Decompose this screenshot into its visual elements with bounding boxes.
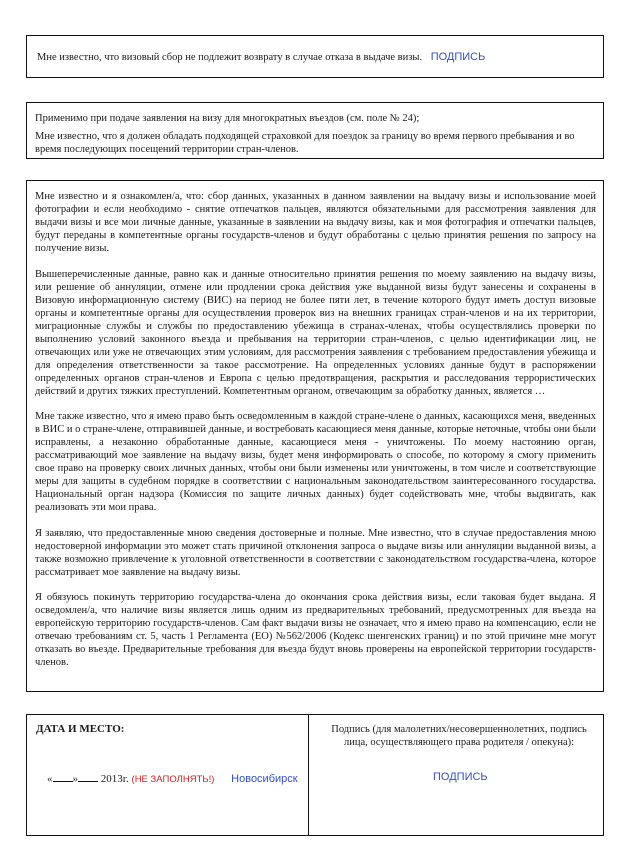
date-place-line xyxy=(47,773,298,785)
month-blank[interactable] xyxy=(78,773,98,782)
consent-paragraph: Вышеперечисленные данные, равно как и данные относительно принятия решения по моему заявлению на выдачу визы, или решение об аннуляции, отмене или продлении срока действия уже выданной визы будут занесены и сохранены в Визовую информационную систему (ВИС) на период не более пяти лет, в течение которого будут иметь доступ визовые органы и компетентные органы для осуществления проверок виз на внешних границах стран-членов и на их территории, миграционные службы и службы по предоставлению убежища в странах-членах, чтобы осуществлялись проверки по выполнению условий законного въезда и пребывания на территории стран-членов, с целью идентификации лиц, не отвечающих или уже не отвечающих этим условиям, для рассмотрения заявления с требованием предоставления убежища и для определения ответственности за такое рассмотрение. На определенных условиях данные будут в распоряжении определенных органов стран-членов и Европа с целью предотвращения, раскрытия и расследования террористических действий и других тяжких преступлений. Компетентным органом, отвечающим за обработку данных, является … xyxy=(35,268,596,397)
consent-paragraph: Я заявляю, что предоставленные мною сведения достоверные и полные. Мне известно, что в случае предоставления мною недостоверной информации это может стать причиной отклонения запроса о выдаче визы или аннуляции выданной визы, а также возможно привлечение к уголовной ответственности в соответствии с законодательством государства-члена, которое рассматривает мое заявление на выдачу визы. xyxy=(35,527,596,578)
date-place-title: ДАТА И МЕСТО: xyxy=(36,723,125,735)
close-quote: » xyxy=(72,773,78,785)
visa-fee-line xyxy=(37,51,485,63)
day-blank[interactable] xyxy=(53,773,73,782)
visa-fee-text: Мне известно, что визовый сбор не подлежит возврату в случае отказа в выдаче визы. xyxy=(37,52,423,63)
year-text: 2013г. xyxy=(100,773,129,785)
column-divider xyxy=(308,715,309,835)
consent-paragraph: Я обязуюсь покинуть территорию государства-члена до окончания срока действия визы, если таковая будет выдана. Я осведомлен/а, что наличие визы является лишь одним из предварительных требований, предусмотренных для въезда на европейскую территорию государств-членов. Сам факт выдачи визы не означает, что я имею право на компенсацию, если не отвечаю требованиям ст. 5, часть 1 Регламента (ЕО) №562/2006 (Кодекс шенгенских границ) и по этой причине мне могут отказать во въезде. Предварительные требования для въезда будут вновь проверены на европейской территории государств-членов. xyxy=(35,592,596,668)
signature-label: ПОДПИСЬ xyxy=(430,51,486,63)
open-quote: « xyxy=(47,773,53,785)
data-consent-box xyxy=(26,180,604,692)
insurance-acknowledgement-box xyxy=(26,102,604,159)
city-text: Новосибирск xyxy=(231,773,298,785)
consent-paragraph: Мне известно и я ознакомлен/а, что: сбор данных, указанных в данном заявлении на выдачу визы и использование моей фотографии и если необходимо - снятие отпечатков пальцев, являются обязательными для рассмотрения заявления для выдачи визы и все мои личные данные, указанные в заявлении на выдачу визы, как и моя фотография и отпечатки пальцев, будут переданы в компетентные органы государств-членов и будут обработаны с целью принятия решения по запросу на получение визы. xyxy=(35,191,596,254)
date-place-signature-box xyxy=(26,714,604,836)
multiple-entry-note: Применимо при подаче заявления на визу для многократных въездов (см. поле № 24); xyxy=(35,113,420,124)
do-not-fill-warning: (НЕ ЗАПОЛНЯТЬ!) xyxy=(131,774,215,785)
signature-label: ПОДПИСЬ xyxy=(433,771,488,783)
insurance-statement: Мне известно, что я должен обладать подходящей страховкой для поездок за границу во время первого пребывания и во время последующих посещений территории стран-членов. xyxy=(35,131,575,155)
consent-text xyxy=(35,190,596,682)
parent-signature-label: Подпись (для малолетних/несовершеннолетних, подпись лица, осуществляющего права родителя / опекуна): xyxy=(331,724,587,748)
consent-paragraph: Мне также известно, что я имею право быть осведомленным в каждой стране-члене о данных, касающихся меня, введенных в ВИС и о стране-члене, отправившей данные, и востребовать касающиеся меня данные, которые неточные, чтобы они были исправлены, а незаконно обработанные данные, касающиеся меня - уничтожены. По моему настоянию орган, рассматривающий мое заявление на выдачу визы, будет меня информировать о способе, по которому я смогу применить свое право на проверку своих личных данных, чтобы они были изменены или уничтожены, в том числе и соответствующие меры для защиты в судебном порядке в соответствии с национальным законодательством заинтересованного государства. Национальный орган надзора (Комиссия по защите личных данных) будет содействовать мне, чтобы выдвигать, как реализовать эти мои права. xyxy=(35,411,596,513)
visa-fee-acknowledgement-box xyxy=(26,35,604,78)
